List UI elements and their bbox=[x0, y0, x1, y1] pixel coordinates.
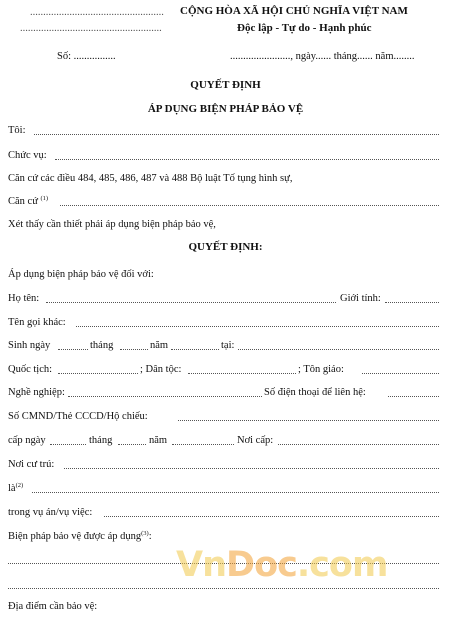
vu-an-field[interactable] bbox=[104, 516, 439, 517]
birth-day-field[interactable] bbox=[58, 349, 88, 350]
quoc-tich-field[interactable] bbox=[58, 373, 138, 374]
la-field[interactable] bbox=[32, 492, 439, 493]
chuc-vu-field[interactable] bbox=[55, 159, 439, 160]
label-dan-toc: ; Dân tộc: bbox=[140, 364, 182, 375]
label-noi-cu-tru: Nơi cư trú: bbox=[8, 459, 55, 470]
label-toi: Tôi: bbox=[8, 125, 26, 136]
ho-ten-field[interactable] bbox=[46, 302, 336, 303]
ten-goi-khac-field[interactable] bbox=[76, 326, 439, 327]
agency-line-2: ...................................................... bbox=[20, 23, 162, 34]
vndoc-watermark-logo: VnDoc.com bbox=[176, 545, 388, 585]
label-so-dien-thoai: Số điện thoại để liên hệ: bbox=[264, 387, 366, 398]
label-tai: tại: bbox=[221, 340, 235, 351]
label-bien-phap: Biện pháp bảo vệ được áp dụng$^{(3)}$: bbox=[8, 530, 152, 542]
nation-title: CỘNG HÒA XÃ HỘI CHỦ NGHĨA VIỆT NAM bbox=[180, 5, 408, 17]
date-line: ......................., ngày...... tháng...... năm........ bbox=[230, 51, 415, 62]
label-sinh-ngay: Sinh ngày bbox=[8, 340, 51, 351]
label-noi-cap: Nơi cấp: bbox=[237, 435, 274, 446]
label-cap-thang: tháng bbox=[89, 435, 113, 446]
document-subtitle: ÁP DỤNG BIỆN PHÁP BẢO VỆ bbox=[147, 103, 304, 115]
birth-month-field[interactable] bbox=[120, 349, 148, 350]
consideration: Xét thấy cần thiết phải áp dụng biện pháp bảo vệ, bbox=[8, 219, 216, 230]
label-nam: năm bbox=[150, 340, 169, 351]
label-la: $là^{(2)}$ bbox=[8, 482, 24, 494]
apply-to: Áp dụng biện pháp bảo vệ đối với: bbox=[8, 269, 154, 280]
noi-cap-field[interactable] bbox=[278, 444, 439, 445]
label-can-cu: Căn cứ $^{(1)}$ bbox=[8, 195, 49, 207]
label-gioi-tinh: Giới tính: bbox=[340, 293, 381, 304]
motto: Độc lập - Tự do - Hạnh phúc bbox=[237, 22, 372, 34]
birth-year-field[interactable] bbox=[171, 349, 219, 350]
issue-year-field[interactable] bbox=[172, 444, 234, 445]
dan-toc-field[interactable] bbox=[188, 373, 296, 374]
label-cap-ngay: cấp ngày bbox=[8, 435, 46, 446]
issue-day-field[interactable] bbox=[50, 444, 86, 445]
toi-field[interactable] bbox=[34, 134, 439, 135]
legal-basis: Căn cứ các điều 484, 485, 486, 487 và 488 Bộ luật Tố tụng hình sự, bbox=[8, 173, 293, 184]
noi-cu-tru-field[interactable] bbox=[64, 468, 439, 469]
document-title: QUYẾT ĐỊNH bbox=[190, 79, 261, 91]
label-trong-vu-an: trong vụ án/vụ việc: bbox=[8, 507, 93, 518]
label-ten-goi-khac: Tên gọi khác: bbox=[8, 317, 66, 328]
label-chuc-vu: Chức vụ: bbox=[8, 150, 47, 161]
so-dien-thoai-field[interactable] bbox=[388, 396, 439, 397]
label-quoc-tich: Quốc tịch: bbox=[8, 364, 53, 375]
gioi-tinh-field[interactable] bbox=[385, 302, 439, 303]
birthplace-field[interactable] bbox=[238, 349, 439, 350]
label-dia-diem: Địa điểm cần bảo vệ: bbox=[8, 601, 98, 612]
label-nghe-nghiep: Nghề nghiệp: bbox=[8, 387, 65, 398]
nghe-nghiep-field[interactable] bbox=[68, 396, 262, 397]
agency-line-1: ................................................... bbox=[30, 7, 164, 18]
issue-month-field[interactable] bbox=[118, 444, 146, 445]
label-ho-ten: Họ tên: bbox=[8, 293, 40, 304]
decision-heading: QUYẾT ĐỊNH: bbox=[188, 241, 263, 253]
document-number: Số: ................ bbox=[57, 51, 116, 62]
label-so-cmnd: Số CMND/Thẻ CCCD/Hộ chiếu: bbox=[8, 411, 148, 422]
ton-giao-field[interactable] bbox=[362, 373, 439, 374]
label-ton-giao: ; Tôn giáo: bbox=[298, 364, 344, 375]
label-cap-nam: năm bbox=[149, 435, 168, 446]
label-thang: tháng bbox=[90, 340, 114, 351]
so-cmnd-field[interactable] bbox=[178, 420, 439, 421]
bien-phap-field-2[interactable] bbox=[8, 588, 439, 589]
can-cu-field[interactable] bbox=[60, 205, 439, 206]
